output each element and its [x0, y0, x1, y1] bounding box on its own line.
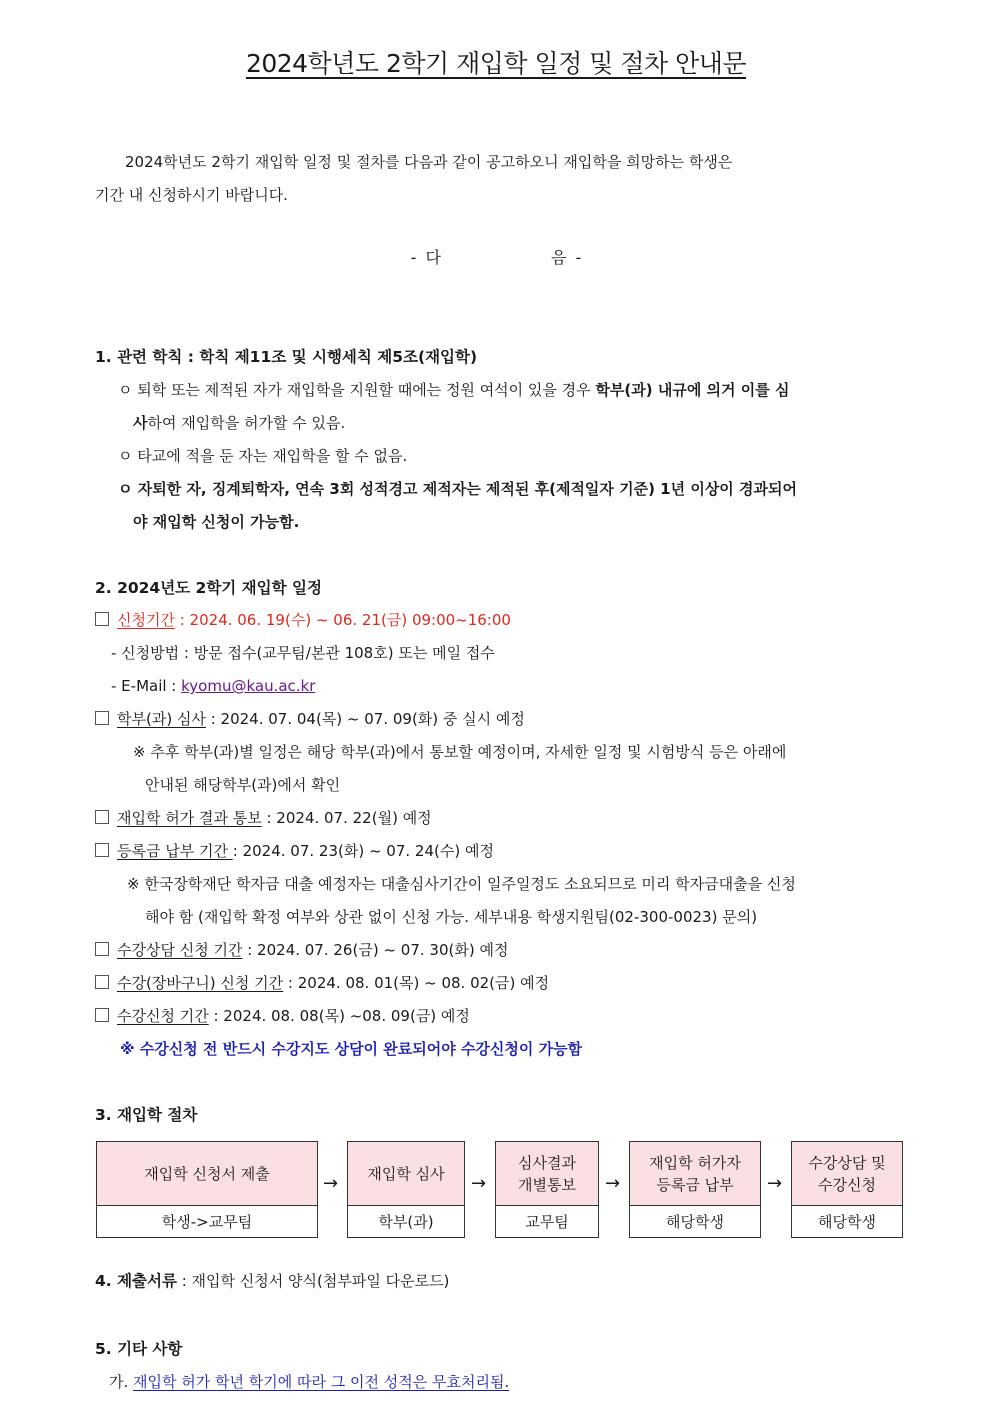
result-row [95, 802, 432, 835]
section2-heading: 2. 2024년도 2학기 재입학 일정 [95, 579, 322, 597]
registration-label: 수강신청 기간 [117, 1007, 209, 1025]
flow-step-owner: 해당학생 [666, 1213, 724, 1231]
item1-text: ㅇ 퇴학 또는 제적된 자가 재입학을 지원할 때에는 정원 여석이 있을 경우 [118, 381, 596, 399]
review-value: : 2024. 07. 04(목) ~ 07. 09(화) 중 실시 예정 [205, 710, 525, 728]
arrow-right-icon: → [471, 1173, 487, 1194]
separator-right: 음 - [551, 248, 582, 267]
email-label: - E-Mail : [111, 677, 182, 695]
apply-period-value: : 2024. 06. 19(수) ~ 06. 21(금) 09:00~16:00 [174, 611, 511, 629]
apply-period-label: 신청기간 [117, 611, 175, 629]
flow-step-3 [495, 1141, 599, 1238]
section3-heading: 3. 재입학 절차 [95, 1106, 198, 1124]
flow-step-owner: 교무팀 [525, 1213, 569, 1231]
intro-line2: 기간 내 신청하시기 바랍니다. [95, 186, 288, 204]
flow-step-title: 재입학 심사 [348, 1142, 464, 1206]
flow-step-title: 재입학 신청서 제출 [97, 1142, 317, 1206]
flow-step-5 [791, 1141, 903, 1238]
email-link[interactable]: kyomu@kau.ac.kr [181, 677, 316, 695]
section5-item-prefix: 가. [109, 1373, 134, 1391]
item1-bold-text: 학부(과) 내규에 의거 이를 심 [595, 381, 790, 399]
apply-period-row [95, 604, 511, 637]
flow-step-2 [347, 1141, 465, 1238]
arrow-right-icon: → [767, 1173, 783, 1194]
cart-value: : 2024. 08. 01(목) ~ 08. 02(금) 예정 [283, 974, 550, 992]
section5-item-text: 재입학 허가 학년 학기에 따라 그 이전 성적은 무효처리됨. [133, 1373, 510, 1391]
cart-label: 수강(장바구니) 신청 기간 [117, 974, 284, 992]
section5-heading: 5. 기타 사항 [95, 1340, 183, 1358]
section1-item3-line1: ㅇ 자퇴한 자, 징계퇴학자, 연속 3회 성적경고 제적자는 제적된 후(제적일자 기준) 1년 이상이 경과되어 [118, 480, 797, 498]
review-note-line2: 안내된 해당학부(과)에서 확인 [145, 776, 341, 794]
review-row [95, 703, 525, 736]
flow-step-owner: 학생->교무팀 [161, 1213, 253, 1231]
separator-left: - 다 [410, 248, 441, 267]
section4-row [95, 1265, 449, 1298]
intro-line1: 2024학년도 2학기 재입학 일정 및 절차를 다음과 같이 공고하오니 재입학을 희망하는 학생은 [125, 153, 733, 171]
flow-step-title: 수강상담 및 수강신청 [792, 1142, 902, 1206]
checkbox-icon [95, 711, 109, 725]
cart-row [95, 967, 549, 1000]
checkbox-icon [95, 612, 109, 626]
flow-step-1 [96, 1141, 318, 1238]
tuition-note-line2: 해야 함 (재입학 확정 여부와 상관 없이 신청 가능. 세부내용 학생지원팀(02-300-0023) 문의) [145, 908, 758, 926]
section1-heading: 1. 관련 학칙 : 학칙 제11조 및 시행세칙 제5조(재입학) [95, 348, 478, 366]
checkbox-icon [95, 975, 109, 989]
review-label: 학부(과) 심사 [117, 710, 206, 728]
result-value: : 2024. 07. 22(월) 예정 [261, 809, 432, 827]
flow-step-title: 심사결과 개별통보 [496, 1142, 598, 1206]
registration-value: : 2024. 08. 08(목) ~08. 09(금) 예정 [208, 1007, 470, 1025]
tuition-note-line1: ※ 한국장학재단 학자금 대출 예정자는 대출심사기간이 일주일정도 소요되므로 미리 학자금대출을 신청 [127, 875, 796, 893]
intro-paragraph [95, 146, 895, 212]
review-note-line1: ※ 추후 학부(과)별 일정은 해당 학부(과)에서 통보할 예정이며, 자세한 일정 및 시험방식 등은 아래에 [133, 743, 787, 761]
result-label: 재입학 허가 결과 통보 [117, 809, 262, 827]
section1-item1-cont [133, 407, 345, 440]
section4-heading: 4. 제출서류 [95, 1272, 177, 1290]
counsel-value: : 2024. 07. 26(금) ~ 07. 30(화) 예정 [242, 941, 509, 959]
apply-method: - 신청방법 : 방문 접수(교무팀/본관 108호) 또는 메일 접수 [111, 644, 495, 662]
section1-item3-line2: 야 재입학 신청이 가능함. [133, 513, 300, 531]
email-row [111, 670, 315, 703]
registration-note: ※ 수강신청 전 반드시 수강지도 상담이 완료되어야 수강신청이 가능함 [120, 1040, 583, 1058]
section1-item1 [118, 374, 789, 407]
section1-item2: ㅇ 타교에 적을 둔 자는 재입학을 할 수 없음. [118, 447, 408, 465]
registration-row [95, 1000, 470, 1033]
counsel-label: 수강상담 신청 기간 [117, 941, 243, 959]
flow-step-title: 재입학 허가자 등록금 납부 [630, 1142, 760, 1206]
checkbox-icon [95, 942, 109, 956]
tuition-row [95, 835, 494, 868]
section-separator [0, 245, 992, 268]
flow-step-4 [629, 1141, 761, 1238]
section4-value: : 재입학 신청서 양식(첨부파일 다운로드) [176, 1272, 450, 1290]
tuition-label: 등록금 납부 기간 [117, 842, 233, 860]
checkbox-icon [95, 843, 109, 857]
arrow-right-icon: → [605, 1173, 621, 1194]
section5-item [109, 1366, 509, 1399]
tuition-value: : 2024. 07. 23(화) ~ 07. 24(수) 예정 [232, 842, 494, 860]
arrow-right-icon: → [323, 1173, 339, 1194]
item1-cont-text: 하여 재입학을 허가할 수 있음. [147, 414, 346, 432]
item1-cont-bold: 사 [133, 414, 148, 432]
flow-step-owner: 해당학생 [818, 1213, 876, 1231]
counsel-row [95, 934, 508, 967]
flow-step-owner: 학부(과) [378, 1213, 434, 1231]
checkbox-icon [95, 1008, 109, 1022]
checkbox-icon [95, 810, 109, 824]
page-title: 2024학년도 2학기 재입학 일정 및 절차 안내문 [245, 49, 747, 78]
